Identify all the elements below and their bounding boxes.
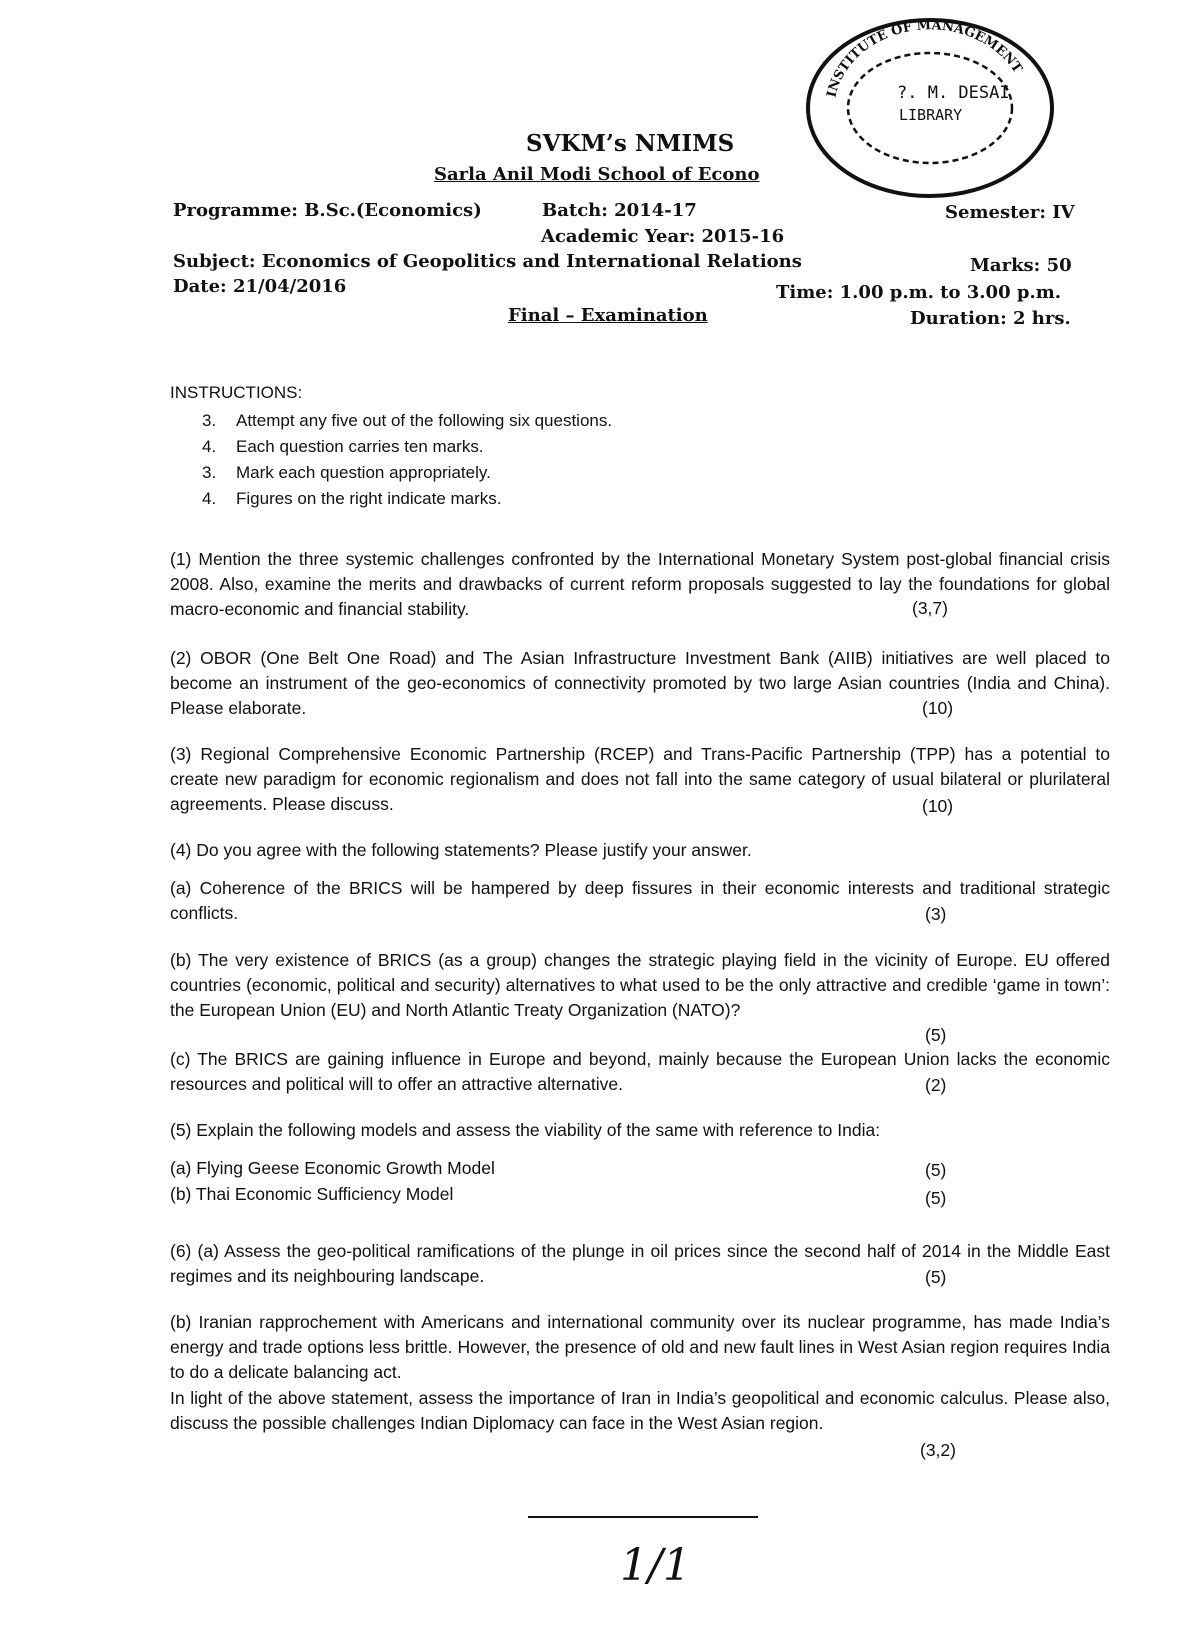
question-4a-text: (a) Coherence of the BRICS will be hampered by deep fissures in their economic interests and traditional strategic conflicts. — [170, 878, 1110, 923]
stamp-line-2: LIBRARY — [899, 106, 963, 124]
footer-divider — [528, 1516, 758, 1518]
programme-label: Programme: B.Sc.(Economics) — [173, 200, 482, 221]
question-4-text: (4) Do you agree with the following statements? Please justify your answer. — [170, 840, 752, 860]
question-4b-text: (b) The very existence of BRICS (as a group) changes the strategic playing field in the vicinity of Europe. EU offered countries (economic, political and security) alternatives to what used to be the only attractive and credible ‘game in town’: the European Union (EU) and North Atlantic Treaty Organization (NATO)? — [170, 950, 1110, 1020]
question-5-text: (5) Explain the following models and assess the viability of the same with reference to India: — [170, 1120, 881, 1140]
instruction-number: 4. — [202, 437, 217, 456]
instruction-item — [202, 486, 612, 512]
instruction-number: 4. — [202, 489, 217, 508]
question-2-marks: (10) — [922, 698, 954, 718]
question-6b-text-2: In light of the above statement, assess the importance of Iran in India’s geopolitical and economic calculus. Please also, discuss the possible challenges Indian Diplomacy can face in the West Asian region. — [170, 1388, 1110, 1433]
instruction-number: 3. — [202, 411, 217, 430]
question-4a-marks: (3) — [925, 904, 947, 924]
question-1-text: (1) Mention the three systemic challenges confronted by the International Monetary System post-global financial crisis 2008. Also, examine the merits and drawbacks of current reform proposals suggested to lay the foundations for global macro-economic and financial stability. — [170, 549, 1110, 619]
date-label: Date: 21/04/2016 — [173, 276, 347, 297]
instruction-text: Each question carries ten marks. — [236, 437, 484, 456]
question-6b-text: (b) Iranian rapprochement with Americans and international community over its nuclear programme, has made India’s energy and trade options less brittle. However, the presence of old and new fault lines in West Asian region requires India to do a delicate balancing act. — [170, 1312, 1110, 1382]
instructions-title: INSTRUCTIONS: — [170, 383, 303, 402]
instructions-list — [202, 408, 612, 512]
instruction-item — [202, 408, 612, 434]
question-6a-text: (6) (a) Assess the geo-political ramifications of the plunge in oil prices since the second half of 2014 in the Middle East regimes and its neighbouring landscape. — [170, 1241, 1110, 1286]
question-6a-marks: (5) — [925, 1267, 947, 1287]
stamp-ring-text: INSTITUTE OF MANAGEMENT — [824, 18, 1025, 99]
institution-name: SVKM’s NMIMS — [526, 130, 735, 157]
question-4b-marks: (5) — [925, 1025, 947, 1045]
school-name: Sarla Anil Modi School of Econo — [434, 164, 760, 185]
question-6b-marks: (3,2) — [920, 1440, 956, 1460]
question-5b-text: (b) Thai Economic Sufficiency Model — [170, 1184, 454, 1204]
subject-label: Subject: Economics of Geopolitics and International Relations — [173, 251, 802, 272]
instruction-text: Figures on the right indicate marks. — [236, 489, 502, 508]
page-number: 1/1 — [620, 1540, 691, 1591]
stamp-line-1: ?. M. DESAI — [897, 83, 1010, 103]
question-5a-marks: (5) — [925, 1160, 947, 1180]
question-3-marks: (10) — [922, 796, 954, 816]
time-label: Time: 1.00 p.m. to 3.00 p.m. — [776, 282, 1062, 303]
instruction-number: 3. — [202, 463, 217, 482]
question-5a-text: (a) Flying Geese Economic Growth Model — [170, 1158, 495, 1178]
exam-type-label: Final – Examination — [508, 305, 708, 326]
instruction-text: Mark each question appropriately. — [236, 463, 491, 482]
instruction-item — [202, 434, 612, 460]
question-5b-marks: (5) — [925, 1188, 947, 1208]
library-stamp-seal — [795, 10, 1060, 205]
instruction-item — [202, 460, 612, 486]
question-3-text: (3) Regional Comprehensive Economic Partnership (RCEP) and Trans-Pacific Partnership (TPP) has a potential to create new paradigm for economic regionalism and does not fall into the same category of usual bilateral or plurilateral agreements. Please discuss. — [170, 744, 1110, 814]
duration-label: Duration: 2 hrs. — [910, 308, 1071, 329]
semester-label: Semester: IV — [945, 202, 1075, 223]
batch-label: Batch: 2014-17 — [542, 200, 697, 221]
question-2-text: (2) OBOR (One Belt One Road) and The Asian Infrastructure Investment Bank (AIIB) initiatives are well placed to become an instrument of the geo-economics of connectivity promoted by two large Asian countries (India and China). Please elaborate. — [170, 648, 1110, 718]
question-1-marks: (3,7) — [912, 598, 948, 618]
academic-year-label: Academic Year: 2015-16 — [541, 226, 785, 247]
marks-label: Marks: 50 — [970, 255, 1072, 276]
question-4c-marks: (2) — [925, 1075, 947, 1095]
question-4c-text: (c) The BRICS are gaining influence in Europe and beyond, mainly because the European Union lacks the economic resources and political will to offer an attractive alternative. — [170, 1049, 1110, 1094]
instruction-text: Attempt any five out of the following six questions. — [236, 411, 613, 430]
